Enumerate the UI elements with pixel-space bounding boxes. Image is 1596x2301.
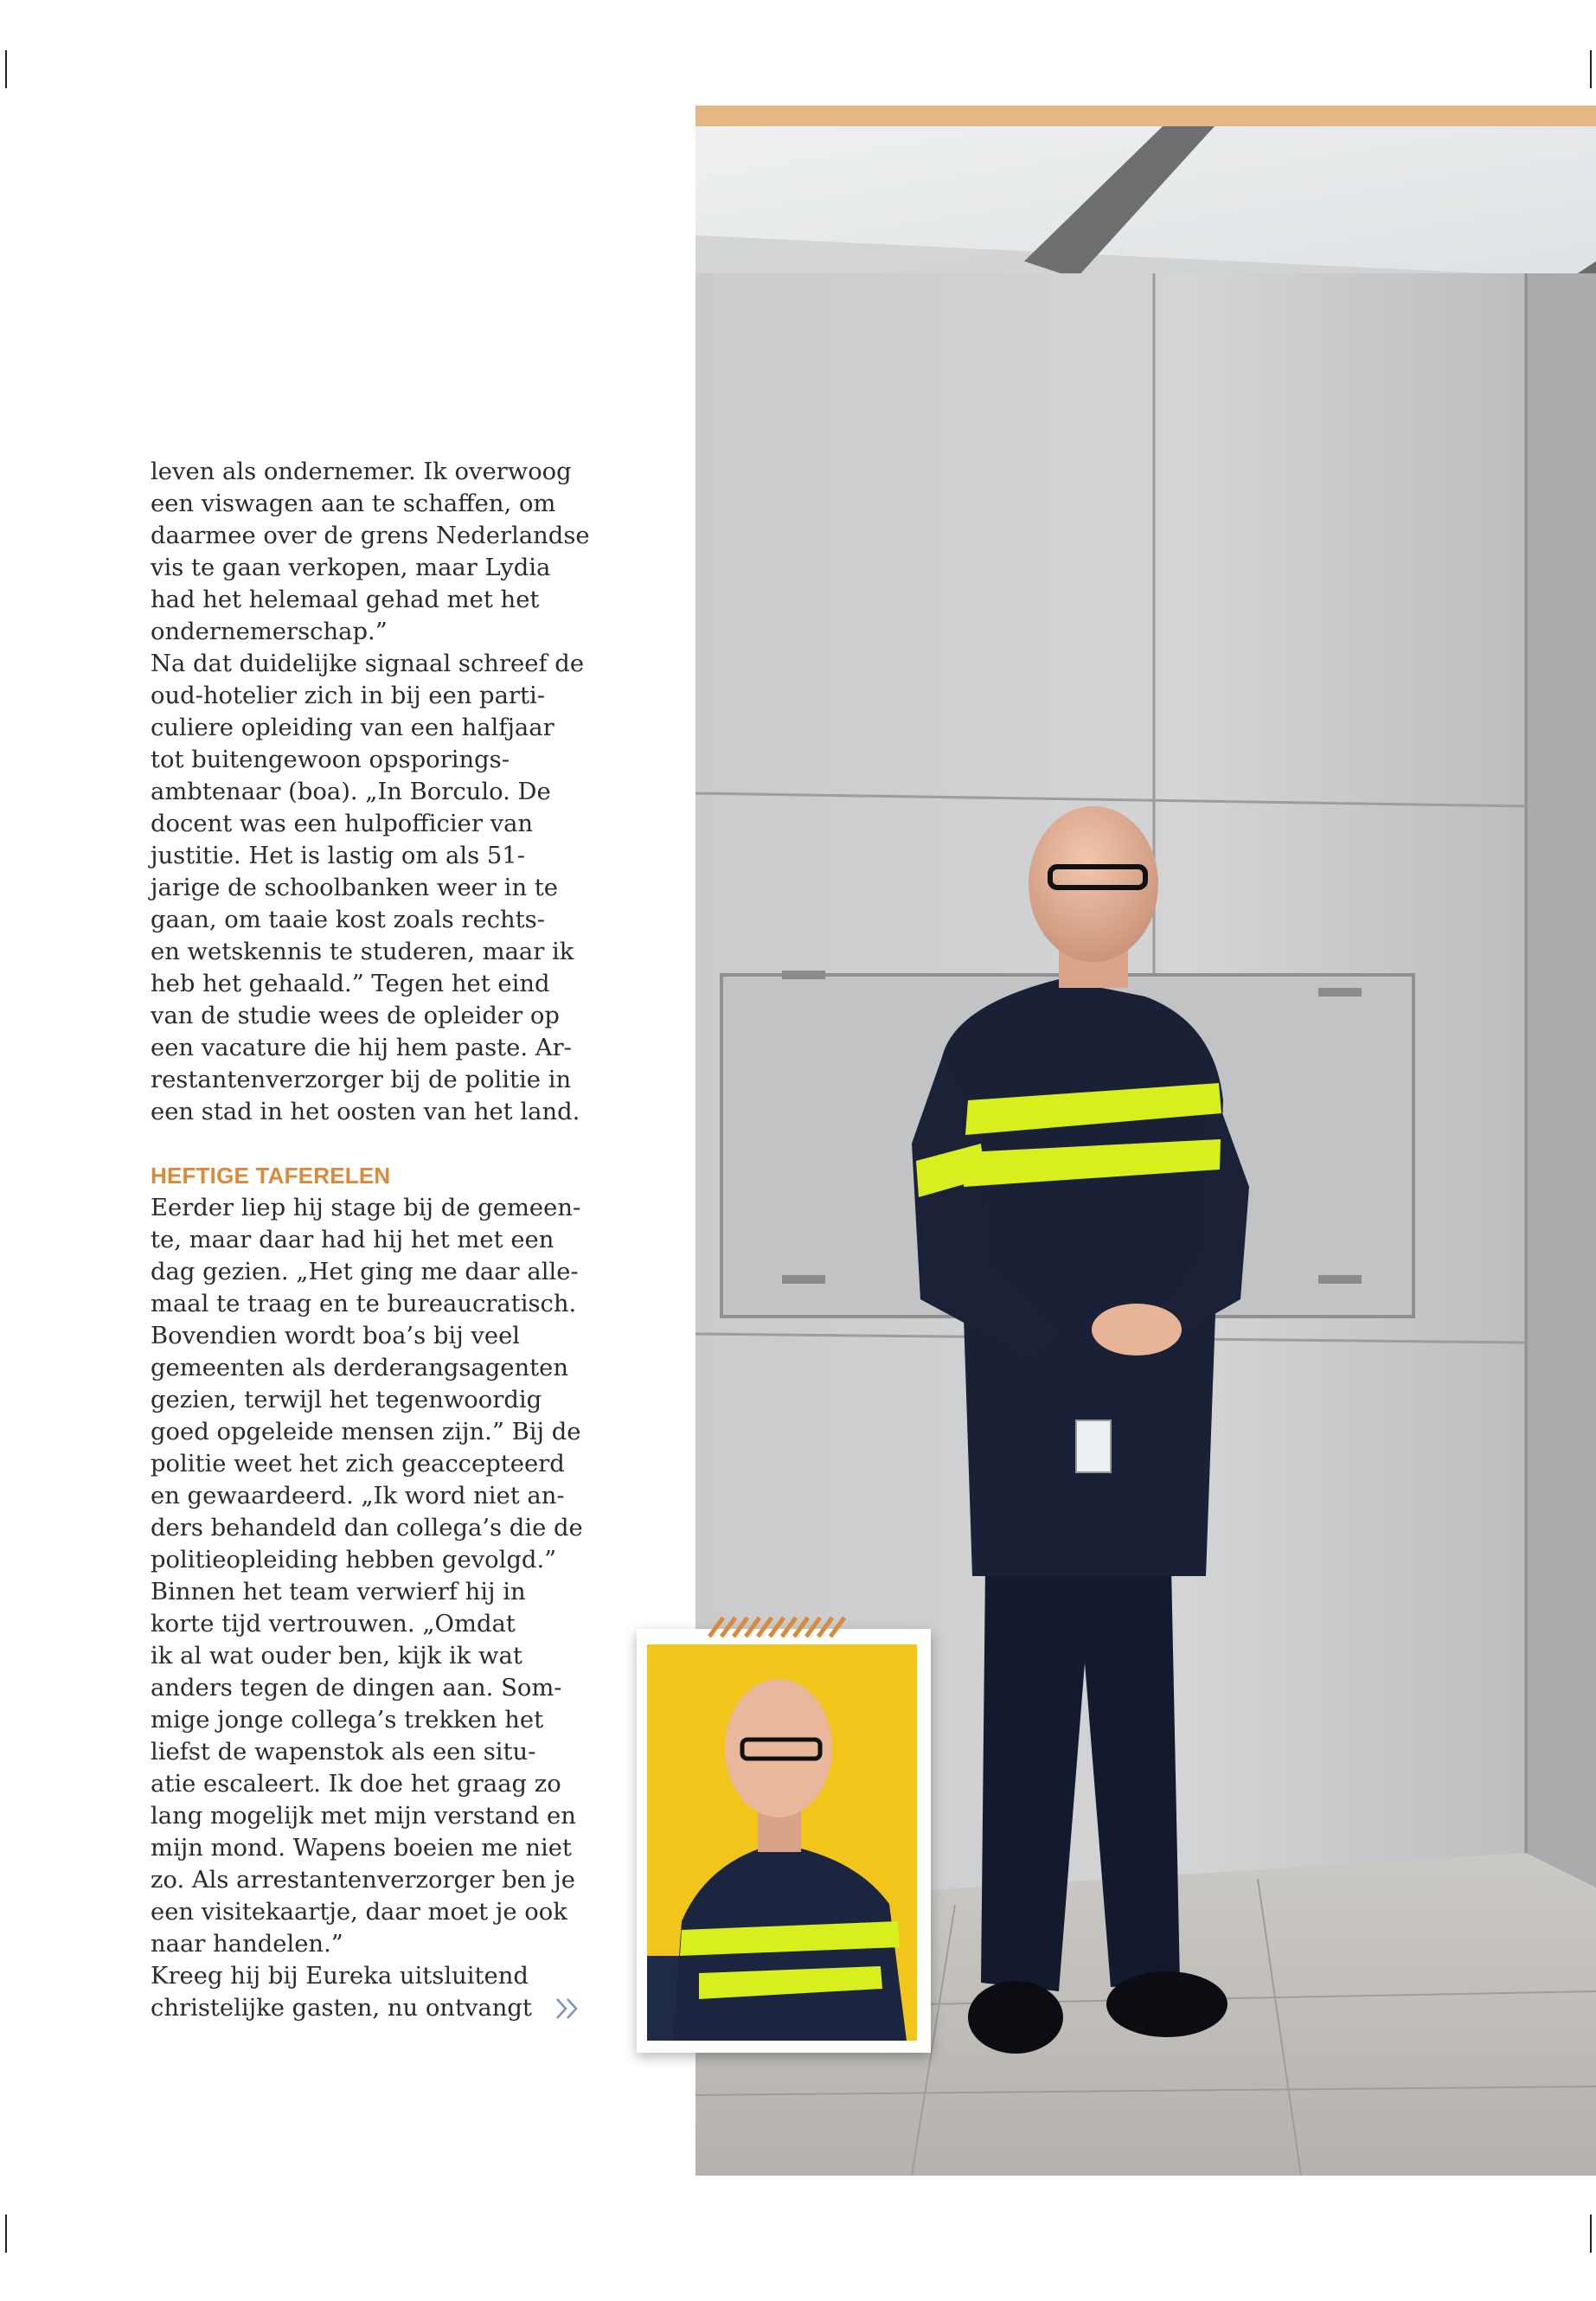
- article-line: jarige de schoolbanken weer in te: [151, 875, 559, 901]
- article-line: mige jonge collega’s trekken het: [151, 1707, 544, 1734]
- paragraph-gap: [151, 1128, 600, 1160]
- article-line: een visitekaartje, daar moet je ook: [151, 1899, 567, 1926]
- article-line: gemeenten als derderangsagenten: [151, 1355, 569, 1381]
- article-line: vis te gaan verkopen, maar Lydia: [151, 554, 551, 581]
- diagonal-stripes-icon: [708, 1616, 855, 1638]
- article-line: een vacature die hij hem paste. Ar-: [151, 1035, 572, 1061]
- article-line: Bovendien wordt boa’s bij veel: [151, 1323, 521, 1349]
- article-line: justitie. Het is lastig om als 51-: [151, 843, 525, 869]
- article-line: een stad in het oosten van het land.: [151, 1099, 580, 1125]
- article-line: en wetskennis te studeren, maar ik: [151, 939, 574, 965]
- article-line: politieopleiding hebben gevolgd.”: [151, 1547, 557, 1574]
- crop-mark-top-right: [1590, 50, 1592, 88]
- article-line: maal te traag en te bureaucratisch.: [151, 1291, 577, 1317]
- crop-mark-top-left: [5, 50, 7, 88]
- article-line: docent was een hulpofficier van: [151, 811, 534, 837]
- double-chevron-right-icon: [554, 1994, 583, 2023]
- article-line: liefst de wapenstok als een situ-: [151, 1739, 536, 1766]
- article-line: leven als ondernemer. Ik overwoog: [151, 458, 572, 485]
- crop-mark-bottom-right: [1590, 2214, 1592, 2253]
- article-line: ders behandeld dan collega’s die de: [151, 1515, 583, 1541]
- article-line: gezien, terwijl het tegenwoordig: [151, 1387, 542, 1413]
- article-line: ik al wat ouder ben, kijk ik wat: [151, 1643, 522, 1670]
- article-line: zo. Als arrestantenverzorger ben je: [151, 1867, 575, 1894]
- article-line: lang mogelijk met mijn verstand en: [151, 1803, 576, 1830]
- article-line: korte tijd vertrouwen. „Omdat: [151, 1611, 516, 1638]
- article-line: tot buitengewoon opsporings-: [151, 747, 510, 773]
- article-line: Na dat duidelijke signaal schreef de: [151, 651, 585, 677]
- article-line: oud-hotelier zich in bij een parti-: [151, 683, 546, 709]
- article-line: gaan, om taaie kost zoals rechts-: [151, 907, 545, 933]
- article-line: ambtenaar (boa). „In Borculo. De: [151, 779, 551, 805]
- article-line: christelijke gasten, nu ontvangt: [151, 1995, 532, 2022]
- article-line: daarmee over de grens Nederlandse: [151, 522, 590, 549]
- article-line: Binnen het team verwierf hij in: [151, 1579, 526, 1606]
- article-line: en gewaardeerd. „Ik word niet an-: [151, 1483, 565, 1509]
- article-line: had het helemaal gehad met het: [151, 586, 540, 613]
- article-line: atie escaleert. Ik doe het graag zo: [151, 1771, 561, 1798]
- article-line: heb het gehaald.” Tegen het eind: [151, 971, 550, 997]
- section-subheading: HEFTIGE TAFERELEN: [151, 1163, 391, 1189]
- article-line: culiere opleiding van een halfjaar: [151, 715, 554, 741]
- article-line: mijn mond. Wapens boeien me niet: [151, 1835, 572, 1862]
- article-line: politie weet het zich geaccepteerd: [151, 1451, 565, 1477]
- article-line: van de studie wees de opleider op: [151, 1003, 560, 1029]
- inset-portrait-photo: [647, 1644, 917, 2041]
- article-line: goed opgeleide mensen zijn.” Bij de: [151, 1419, 581, 1445]
- article-line: restantenverzorger bij de politie in: [151, 1067, 572, 1093]
- article-line: een viswagen aan te schaffen, om: [151, 490, 556, 517]
- article-line: te, maar daar had hij het met een: [151, 1227, 554, 1253]
- article-line: dag gezien. „Het ging me daar alle-: [151, 1259, 579, 1285]
- article-line: ondernemerschap.”: [151, 619, 388, 645]
- inset-photo-frame: [637, 1629, 931, 2053]
- article-line: Eerder liep hij stage bij de gemeen-: [151, 1195, 581, 1221]
- article-line: naar handelen.”: [151, 1931, 343, 1958]
- crop-mark-bottom-left: [5, 2214, 7, 2253]
- article-body: [151, 456, 600, 2024]
- article-line: Kreeg hij bij Eureka uitsluitend: [151, 1963, 529, 1990]
- article-line: anders tegen de dingen aan. Som-: [151, 1675, 562, 1702]
